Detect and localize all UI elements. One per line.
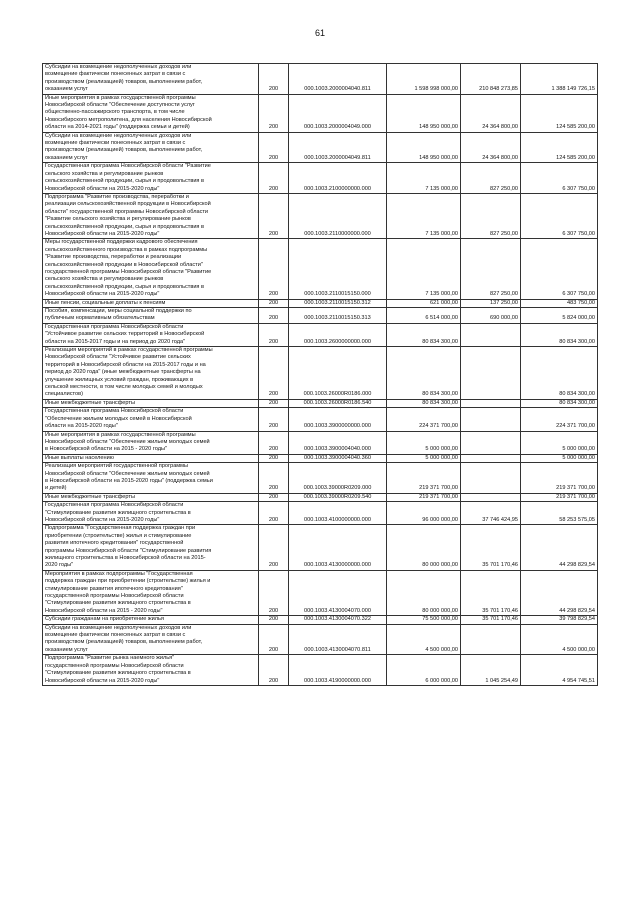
row-approved-amount: 148 950 000,00 xyxy=(387,94,461,132)
row-classification-code: 000.1003.4190000000.000 xyxy=(289,655,387,686)
row-executed-amount xyxy=(461,347,521,400)
row-classification-code: 000.1003.3900004040.000 xyxy=(289,431,387,454)
row-description: Реализация мероприятий государственной программы Новосибирской области "Обеспечение жильем молодых семей в Новосибирской области на 2015-2020 годы" (поддержка семьи и детей) xyxy=(43,463,259,494)
row-classification-code: 000.1003.3900000000.000 xyxy=(289,408,387,431)
row-group-code: 200 xyxy=(259,493,289,501)
row-approved-amount: 80 834 300,00 xyxy=(387,323,461,346)
row-approved-amount: 80 000 000,00 xyxy=(387,525,461,570)
row-approved-amount: 80 834 300,00 xyxy=(387,399,461,407)
row-approved-amount: 219 371 700,00 xyxy=(387,463,461,494)
budget-table xyxy=(42,63,598,686)
row-classification-code: 000.1003.2110015150.312 xyxy=(289,299,387,307)
table-row xyxy=(43,64,598,95)
row-executed-amount xyxy=(461,399,521,407)
row-description: Иные межбюджетные трансферты xyxy=(43,493,259,501)
row-executed-amount: 827 250,00 xyxy=(461,239,521,299)
row-remaining-amount: 5 000 000,00 xyxy=(521,431,598,454)
row-group-code: 200 xyxy=(259,454,289,462)
table-row xyxy=(43,323,598,346)
row-executed-amount: 137 250,00 xyxy=(461,299,521,307)
row-group-code: 200 xyxy=(259,239,289,299)
row-executed-amount: 37 746 424,95 xyxy=(461,502,521,525)
row-approved-amount: 75 500 000,00 xyxy=(387,616,461,624)
table-row xyxy=(43,308,598,324)
row-executed-amount: 24 364 800,00 xyxy=(461,132,521,163)
row-remaining-amount: 80 834 300,00 xyxy=(521,399,598,407)
row-description: Подпрограмма "Государственная поддержка граждан при приобретении (строительстве) жилья и стимулирование развития ипотечного кредитования" государственной программы Новосибирской области "Стимулирование развития жилищного строительства в Новосибирской области на 2015- 2020 годы" xyxy=(43,525,259,570)
row-classification-code: 000.1003.2600000000.000 xyxy=(289,323,387,346)
table-row xyxy=(43,431,598,454)
row-group-code: 200 xyxy=(259,132,289,163)
row-approved-amount: 7 135 000,00 xyxy=(387,239,461,299)
row-description: Государственная программа Новосибирской области "Устойчивое развитие сельских территорий в Новосибирской области на 2015-2017 годы и на период до 2020 года" xyxy=(43,323,259,346)
row-remaining-amount: 6 307 750,00 xyxy=(521,163,598,194)
row-group-code: 200 xyxy=(259,525,289,570)
row-executed-amount: 35 701 170,46 xyxy=(461,616,521,624)
row-group-code: 200 xyxy=(259,308,289,324)
row-remaining-amount: 224 371 700,00 xyxy=(521,408,598,431)
row-remaining-amount: 483 750,00 xyxy=(521,299,598,307)
row-executed-amount: 35 701 170,46 xyxy=(461,570,521,615)
row-approved-amount: 621 000,00 xyxy=(387,299,461,307)
row-remaining-amount: 1 388 149 726,15 xyxy=(521,64,598,95)
table-row xyxy=(43,463,598,494)
row-description: Подпрограмма "Развитие производства, переработки и реализации сельскохозяйственной продукции в Новосибирской области" государственной программы Новосибирской области "Развитие сельского хозяйства и регулирование рынков сельскохозяйственной продукции, сырья и продовольствия в Новосибирской области на 2015-2020 годы" xyxy=(43,193,259,238)
row-classification-code: 000.1003.2110000000.000 xyxy=(289,193,387,238)
row-classification-code: 000.1003.4130004070.811 xyxy=(289,624,387,655)
row-group-code: 200 xyxy=(259,399,289,407)
table-row xyxy=(43,525,598,570)
table-row xyxy=(43,193,598,238)
row-remaining-amount: 219 371 700,00 xyxy=(521,493,598,501)
row-group-code: 200 xyxy=(259,64,289,95)
row-executed-amount xyxy=(461,463,521,494)
row-classification-code: 000.1003.3900004040.360 xyxy=(289,454,387,462)
row-classification-code: 000.1003.4130004070.322 xyxy=(289,616,387,624)
row-group-code: 200 xyxy=(259,655,289,686)
row-remaining-amount: 80 834 300,00 xyxy=(521,347,598,400)
table-row xyxy=(43,347,598,400)
row-approved-amount: 219 371 700,00 xyxy=(387,493,461,501)
row-description: Подпрограмма "Развитие рынка наемного жилья" государственной программы Новосибирской области "Стимулирование развития жилищного строительства в Новосибирской области на 2015-2020 годы" xyxy=(43,655,259,686)
row-classification-code: 000.1003.26000R0186.540 xyxy=(289,399,387,407)
row-remaining-amount: 58 253 575,05 xyxy=(521,502,598,525)
row-executed-amount: 827 250,00 xyxy=(461,163,521,194)
row-approved-amount: 224 371 700,00 xyxy=(387,408,461,431)
table-row xyxy=(43,454,598,462)
row-approved-amount: 1 598 998 000,00 xyxy=(387,64,461,95)
row-executed-amount xyxy=(461,323,521,346)
row-executed-amount xyxy=(461,624,521,655)
row-group-code: 200 xyxy=(259,193,289,238)
row-remaining-amount: 80 834 300,00 xyxy=(521,323,598,346)
row-group-code: 200 xyxy=(259,502,289,525)
row-approved-amount: 80 000 000,00 xyxy=(387,570,461,615)
table-row xyxy=(43,408,598,431)
row-classification-code: 000.1003.4130000000.000 xyxy=(289,525,387,570)
table-row xyxy=(43,655,598,686)
row-description: Субсидии на возмещение недополученных доходов или возмещение фактически понесенных затрат в связи с производством (реализацией) товаров, выполнением работ, оказанием услуг xyxy=(43,624,259,655)
row-group-code: 200 xyxy=(259,463,289,494)
row-remaining-amount: 44 298 829,54 xyxy=(521,570,598,615)
row-group-code: 200 xyxy=(259,431,289,454)
row-approved-amount: 7 135 000,00 xyxy=(387,193,461,238)
row-remaining-amount: 44 298 829,54 xyxy=(521,525,598,570)
row-executed-amount: 210 848 273,85 xyxy=(461,64,521,95)
row-remaining-amount: 124 585 200,00 xyxy=(521,132,598,163)
table-row xyxy=(43,299,598,307)
row-remaining-amount: 4 954 745,51 xyxy=(521,655,598,686)
table-row xyxy=(43,239,598,299)
row-group-code: 200 xyxy=(259,408,289,431)
row-description: Иные мероприятия в рамках государственной программы Новосибирской области "Обеспечение доступности услуг общественно-пассажирского транспорта, в том числе Новосибирского метрополитена, для населения Новосибирской области на 2014-2021 годы" (поддержка семьи и детей) xyxy=(43,94,259,132)
row-approved-amount: 4 500 000,00 xyxy=(387,624,461,655)
row-description: Пособия, компенсации, меры социальной поддержки по публичным нормативным обязательствам xyxy=(43,308,259,324)
table-row xyxy=(43,616,598,624)
row-description: Иные мероприятия в рамках государственной программы Новосибирской области "Обеспечение жильем молодых семей в Новосибирской области на 2015 - 2020 годы" xyxy=(43,431,259,454)
table-row xyxy=(43,94,598,132)
row-executed-amount: 35 701 170,46 xyxy=(461,525,521,570)
row-description: Субсидии на возмещение недополученных доходов или возмещение фактически понесенных затрат в связи с производством (реализацией) товаров, выполнением работ, оказанием услуг xyxy=(43,64,259,95)
row-group-code: 200 xyxy=(259,616,289,624)
table-row xyxy=(43,624,598,655)
row-remaining-amount: 5 824 000,00 xyxy=(521,308,598,324)
row-description: Субсидии на возмещение недополученных доходов или возмещение фактически понесенных затрат в связи с производством (реализацией) товаров, выполнением работ, оказанием услуг xyxy=(43,132,259,163)
row-classification-code: 000.1003.2100000000.000 xyxy=(289,163,387,194)
row-group-code: 200 xyxy=(259,94,289,132)
row-classification-code: 000.1003.39000R0209.540 xyxy=(289,493,387,501)
table-row xyxy=(43,132,598,163)
row-description: Иные пенсии, социальные доплаты к пенсиям xyxy=(43,299,259,307)
row-description: Государственная программа Новосибирской области "Развитие сельского хозяйства и регулирование рынков сельскохозяйственной продукции, сырья и продовольствия в Новосибирской области на 2015-2020 годы" xyxy=(43,163,259,194)
row-classification-code: 000.1003.2110015150.000 xyxy=(289,239,387,299)
row-classification-code: 000.1003.4100000000.000 xyxy=(289,502,387,525)
row-description: Иные межбюджетные трансферты xyxy=(43,399,259,407)
row-classification-code: 000.1003.39000R0209.000 xyxy=(289,463,387,494)
row-executed-amount xyxy=(461,493,521,501)
row-classification-code: 000.1003.2000004049.000 xyxy=(289,94,387,132)
row-group-code: 200 xyxy=(259,570,289,615)
row-description: Субсидии гражданам на приобретение жилья xyxy=(43,616,259,624)
row-group-code: 200 xyxy=(259,347,289,400)
table-row xyxy=(43,163,598,194)
row-description: Иные выплаты населению xyxy=(43,454,259,462)
row-approved-amount: 6 000 000,00 xyxy=(387,655,461,686)
row-description: Мероприятия в рамках подпрограммы "Государственная поддержка граждан при приобретении (строительстве) жилья и стимулирование развития ипотечного кредитования" государственной программы Новосибирской области "Стимулирование развития жилищного строительства в Новосибирской области на 2015 - 2020 годы" xyxy=(43,570,259,615)
row-group-code: 200 xyxy=(259,163,289,194)
row-remaining-amount: 6 307 750,00 xyxy=(521,239,598,299)
row-group-code: 200 xyxy=(259,624,289,655)
row-classification-code: 000.1003.26000R0186.000 xyxy=(289,347,387,400)
row-remaining-amount: 124 585 200,00 xyxy=(521,94,598,132)
row-approved-amount: 148 950 000,00 xyxy=(387,132,461,163)
row-remaining-amount: 219 371 700,00 xyxy=(521,463,598,494)
row-description: Реализация мероприятий в рамках государственной программы Новосибирской области "Устойчивое развитие сельских территорий в Новосибирской области на 2015-2017 годы и на период до 2020 года" (иные межбюджетные трансферты на улучшение жилищных условий граждан, проживающих в сельской местности, в том числе молодых семей и молодых специалистов) xyxy=(43,347,259,400)
row-remaining-amount: 5 000 000,00 xyxy=(521,454,598,462)
row-remaining-amount: 4 500 000,00 xyxy=(521,624,598,655)
row-approved-amount: 7 135 000,00 xyxy=(387,163,461,194)
row-classification-code: 000.1003.4130004070.000 xyxy=(289,570,387,615)
row-approved-amount: 96 000 000,00 xyxy=(387,502,461,525)
row-executed-amount xyxy=(461,431,521,454)
row-classification-code: 000.1003.2000004049.811 xyxy=(289,132,387,163)
table-row xyxy=(43,399,598,407)
row-approved-amount: 80 834 300,00 xyxy=(387,347,461,400)
row-executed-amount xyxy=(461,408,521,431)
row-description: Государственная программа Новосибирской области "Стимулирование развития жилищного строительства в Новосибирской области на 2015-2020 годы" xyxy=(43,502,259,525)
row-approved-amount: 6 514 000,00 xyxy=(387,308,461,324)
table-row xyxy=(43,493,598,501)
row-executed-amount: 1 045 254,49 xyxy=(461,655,521,686)
row-group-code: 200 xyxy=(259,299,289,307)
row-classification-code: 000.1003.2000004040.811 xyxy=(289,64,387,95)
table-row xyxy=(43,502,598,525)
row-description: Государственная программа Новосибирской области "Обеспечение жильем молодых семей в Новосибирской области на 2015-2020 годы" xyxy=(43,408,259,431)
table-row xyxy=(43,570,598,615)
row-approved-amount: 5 000 000,00 xyxy=(387,431,461,454)
row-group-code: 200 xyxy=(259,323,289,346)
row-remaining-amount: 6 307 750,00 xyxy=(521,193,598,238)
row-remaining-amount: 39 798 829,54 xyxy=(521,616,598,624)
page-number: 61 xyxy=(314,28,325,38)
row-executed-amount: 24 364 800,00 xyxy=(461,94,521,132)
row-description: Меры государственной поддержки кадрового обеспечения сельскохозяйственного производства в рамках подпрограммы "Развитие производства, переработки и реализации сельскохозяйственной продукции в Новосибирской области" государственной программы Новосибирской области "Развитие сельского хозяйства и регулирование рынков сельскохозяйственной продукции, сырья и продовольствия в Новосибирской области на 2015-2020 годы" xyxy=(43,239,259,299)
budget-table-body xyxy=(43,64,598,686)
row-executed-amount: 827 250,00 xyxy=(461,193,521,238)
row-executed-amount: 690 000,00 xyxy=(461,308,521,324)
row-classification-code: 000.1003.2110015150.313 xyxy=(289,308,387,324)
row-executed-amount xyxy=(461,454,521,462)
row-approved-amount: 5 000 000,00 xyxy=(387,454,461,462)
